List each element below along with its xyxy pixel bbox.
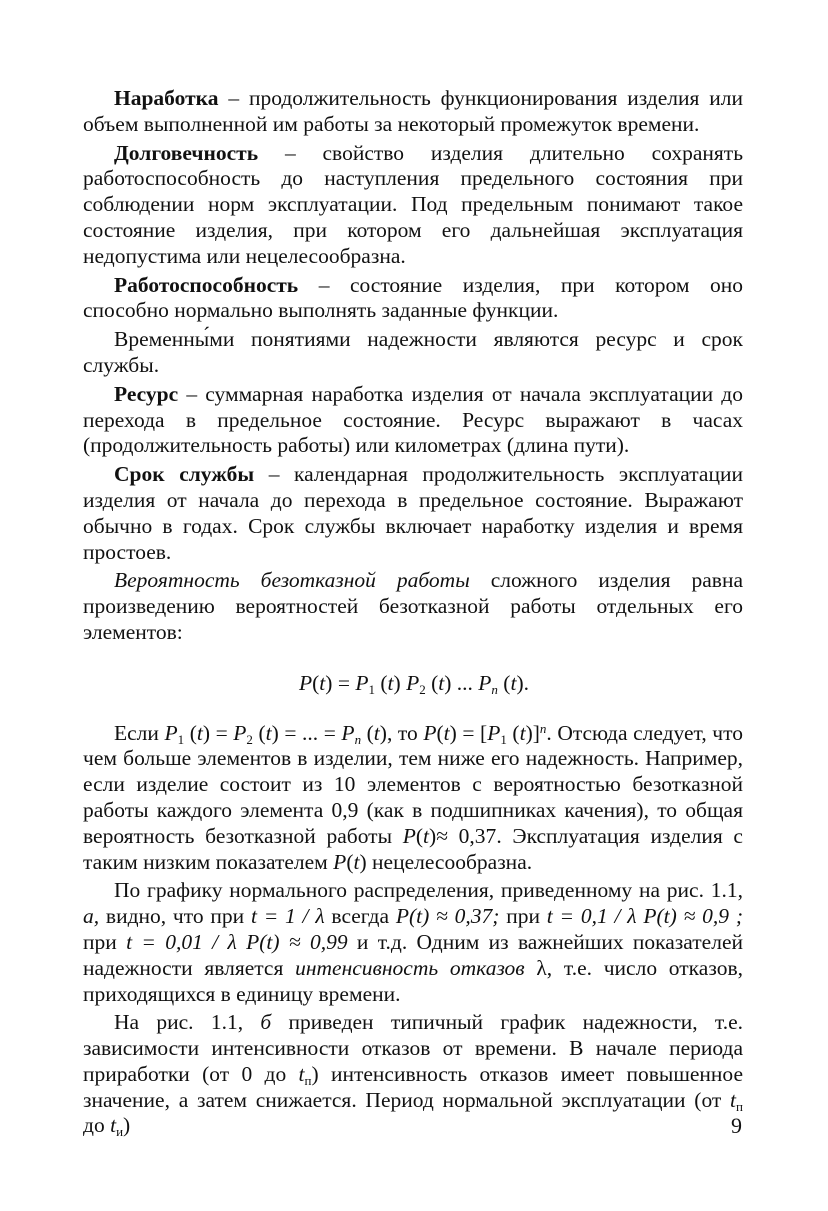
formula-equal-probabilities: $P_1$ $(t) = P_2$ (t) = ... = $P_n$ (t) xyxy=(164,720,387,747)
paragraph-reliability-graph: На рис. 1.1, б приведен типичный график надежности, т.е. зависимости интенсивности отказов от времени. В начале периода приработки (от 0 до $t_п$) интенсивность отказов имеет повышенное значение, а затем снижается. Период нормальной эксплуатации (от $t_п$ до $t_и$) xyxy=(83,1010,743,1140)
term-reliability-probability: Вероятность безотказной работы xyxy=(114,568,470,593)
term-failure-rate: интенсивность отказов xyxy=(295,955,525,980)
paragraph-service-life: Срок службы – календарная продолжительность эксплуатации изделия от начала до перехода в предельное состояние. Выражают обычно в годах. Срок службы включает наработку изделия и время простоев. xyxy=(83,462,743,564)
page-number: 9 xyxy=(731,1113,742,1138)
term-resource: Ресурс xyxy=(114,381,179,406)
term-operability: Работоспособность xyxy=(114,272,299,297)
paragraph-resource: Ресурс – суммарная наработка изделия от начала эксплуатации до перехода в предельное состояние. Ресурс выражают в часах (продолжительность работы) или километрах (длина пути). xyxy=(83,381,743,458)
paragraph-normal-distribution: По графику нормального распределения, приведенному на рис. 1.1, а, видно, что при t = 1 / λ всегда P(t) ≈ 0,37; при t = 0,1 / λ P(t) ≈ 0,9 ; при t = 0,01 / λ P(t) ≈ 0,99 и т.д. Одним из важнейших показателей надежности является интенсивность отказов λ, т.е. число отказов, приходящихся в единицу времени. xyxy=(83,878,744,1006)
formula-product: $P(t) = P_1$ (t) $P_2$ (t) ... $P_n$ (t). xyxy=(298,670,529,697)
term-service-life: Срок службы xyxy=(114,462,255,487)
formula-power: $P(t) = [P_1$ (t)]$^n$ xyxy=(423,720,547,747)
body-text xyxy=(83,86,743,1139)
figure-ref-a: а, xyxy=(83,904,100,929)
paragraph-reliability-probability: Вероятность безотказной работы сложного изделия равна произведению вероятностей безотказной работы отдельных его элементов: xyxy=(83,568,743,644)
paragraph-time-concepts: Временны́ми понятиями надежности являются ресурс и срок службы. xyxy=(83,327,743,377)
paragraph-operating-time: Наработка – продолжительность функционирования изделия или объем выполненной им работы за некоторый промежуток времени. xyxy=(83,86,743,136)
term-durability: Долговечность xyxy=(114,140,259,165)
paragraph-operability: Работоспособность – состояние изделия, при котором оно способно нормально выполнять заданные функции. xyxy=(83,272,743,323)
term-operating-time: Наработка xyxy=(114,86,219,110)
paragraph-durability: Долговечность – свойство изделия длительно сохранять работоспособность до наступления предельного состояния при соблюдении норм эксплуатации. Под предельным понимают такое состояние изделия, при котором его дальнейшая эксплуатация недопустима или нецелесообразна. xyxy=(83,140,743,268)
paragraph-if-equal: Если $P_1$ $(t) = P_2$ (t) = ... = $P_n$ (t), то $P(t) = [P_1$ (t)]$^n$. Отсюда следует, что чем больше элементов в изделии, тем ниже его надежность. Например, если изделие состоит из 10 элементов с вероятностью безотказной работы каждого элемента 0,9 (как в подшипниках качения), то общая вероятность безотказной работы P(t)≈ 0,37. Эксплуатация изделия с таким низким показателем P(t) нецелесообразна. xyxy=(83,720,743,874)
figure-ref-b: б xyxy=(260,1010,272,1035)
